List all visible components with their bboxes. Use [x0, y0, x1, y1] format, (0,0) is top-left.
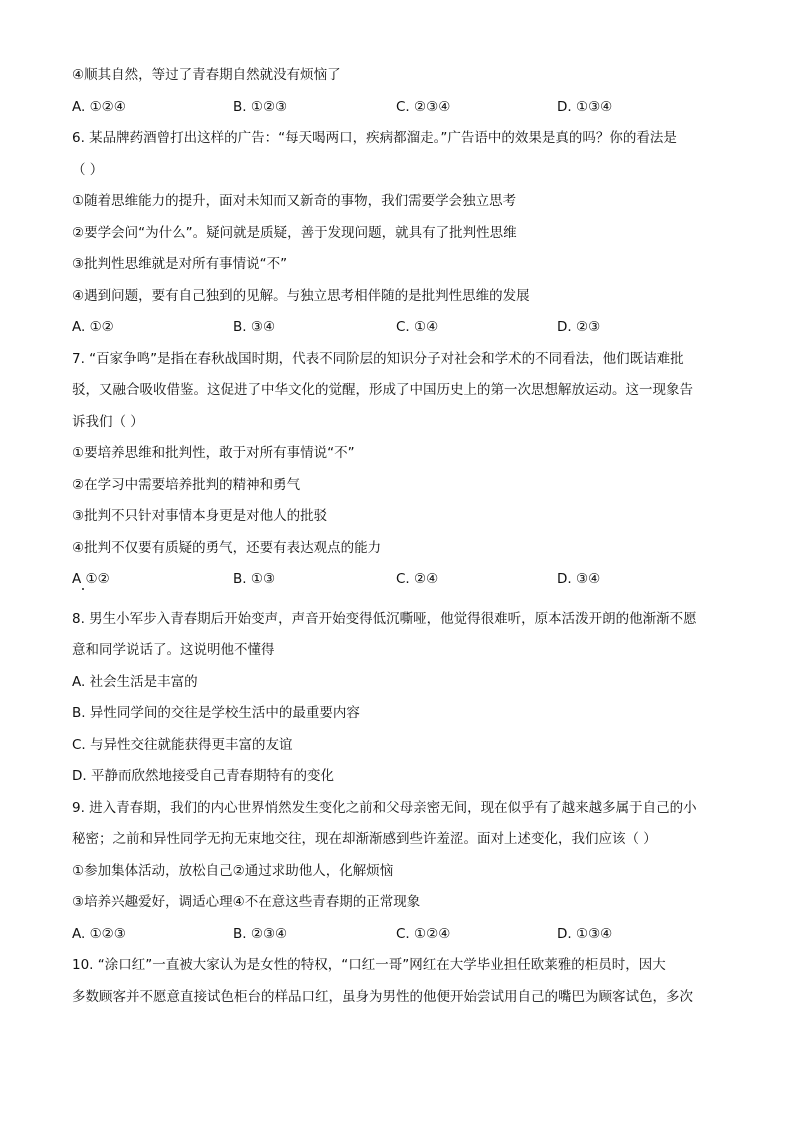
q6-stem-line-2: （ ）	[72, 161, 104, 178]
q9-options	[72, 919, 732, 951]
q5-option-b[interactable]: B. ①②③	[233, 98, 288, 115]
q9-option-c[interactable]: C. ①②④	[396, 925, 451, 942]
q6-stem-line-1: 6. 某品牌药酒曾打出这样的广告：“每天喝两口，疾病都溜走。”广告语中的效果是真的吗？你的看法是	[72, 130, 677, 146]
q8-stem-line-2: 意和同学说话了。这说明他不懂得	[72, 642, 275, 658]
q8-choice-a[interactable]: A. 社会生活是丰富的	[72, 673, 198, 690]
q5-option-a[interactable]: A. ①②④	[72, 98, 126, 115]
q10-stem-line-2: 多数顾客并不愿意直接试色柜台的样品口红，虽身为男性的他便开始尝试用自己的嘴巴为顾客试色，多次	[72, 988, 693, 1005]
q7-option-a[interactable]: A ①②	[72, 571, 110, 587]
q7-stem-line-3: 诉我们（ ）	[72, 413, 144, 430]
q5-options	[72, 92, 732, 124]
q7-item-1: ①要培养思维和批判性，敢于对所有事情说“不”	[72, 445, 355, 461]
q6-item-3: ③批判性思维就是对所有事情说“不”	[72, 256, 288, 272]
q9-item-3-4: ③培养兴趣爱好，调适心理④不在意这些青春期的正常现象	[72, 894, 421, 910]
exam-page	[72, 60, 732, 1013]
q7-stem-line-2: 驳，又融合吸收借鉴。这促进了中华文化的觉醒，形成了中国历史上的第一次思想解放运动。这一现象告	[72, 382, 693, 398]
q5-option-d[interactable]: D. ①③④	[557, 98, 613, 115]
q6-options	[72, 312, 732, 344]
q6-item-2: ②要学会问“为什么”。疑问就是质疑，善于发现问题，就具有了批判性思维	[72, 224, 517, 241]
q6-item-1: ①随着思维能力的提升，面对未知而又新奇的事物，我们需要学会独立思考	[72, 193, 517, 209]
spacer	[72, 596, 732, 604]
q6-option-a[interactable]: A. ①②	[72, 319, 114, 335]
q8-choice-b[interactable]: B. 异性同学间的交往是学校生活中的最重要内容	[72, 705, 360, 721]
q6-option-c[interactable]: C. ①④	[396, 319, 439, 335]
q8-choice-c[interactable]: C. 与异性交往就能获得更丰富的友谊	[72, 736, 293, 753]
q7-stem-line-1: 7. “百家争鸣”是指在春秋战国时期，代表不同阶层的知识分子对社会和学术的不同看法，他们既诘难批	[72, 350, 684, 367]
q5-item-4: ④顺其自然，等过了青春期自然就没有烦恼了	[72, 67, 341, 83]
q7-option-d[interactable]: D. ③④	[557, 571, 601, 587]
q7-options	[72, 564, 732, 596]
q6-option-d[interactable]: D. ②③	[557, 319, 601, 335]
q9-stem-line-1: 9. 进入青春期，我们的内心世界悄然发生变化之前和父母亲密无间，现在似乎有了越来越多属于自己的小	[72, 799, 697, 816]
q9-option-a[interactable]: A. ①②③	[72, 925, 126, 942]
q7-item-4: ④批判不仅要有质疑的勇气，还要有表达观点的能力	[72, 539, 382, 556]
q8-stem-line-1: 8. 男生小军步入青春期后开始变声，声音开始变得低沉嘶哑，他觉得很难听，原本活泼开朗的他渐渐不愿	[72, 610, 697, 627]
q8-choice-d[interactable]: D. 平静而欣然地接受自己青春期特有的变化	[72, 768, 334, 784]
q7-item-3: ③批判不只针对事情本身更是对他人的批驳	[72, 508, 328, 524]
q6-item-4: ④遇到问题，要有自己独到的见解。与独立思考相伴随的是批判性思维的发展	[72, 287, 530, 304]
q9-option-b[interactable]: B. ②③④	[233, 925, 288, 942]
q9-option-d[interactable]: D. ①③④	[557, 925, 613, 942]
stray-dot	[82, 588, 84, 590]
q9-item-1-2: ①参加集体活动，放松自己②通过求助他人，化解烦恼	[72, 862, 394, 879]
q6-option-b[interactable]: B. ③④	[233, 319, 276, 335]
q5-option-c[interactable]: C. ②③④	[396, 98, 451, 115]
q7-option-c[interactable]: C. ②④	[396, 571, 439, 587]
q10-stem-line-1: 10. “涂口红”一直被大家认为是女性的特权，“口红一哥”网红在大学毕业担任欧莱雅的柜员时，因大	[72, 957, 666, 973]
q7-option-b[interactable]: B. ①③	[233, 571, 276, 587]
q9-stem-line-2: 秘密；之前和异性同学无拘无束地交往，现在却渐渐感到些许羞涩。面对上述变化，我们应该（ ）	[72, 831, 657, 847]
q7-item-2: ②在学习中需要培养批判的精神和勇气	[72, 476, 301, 493]
